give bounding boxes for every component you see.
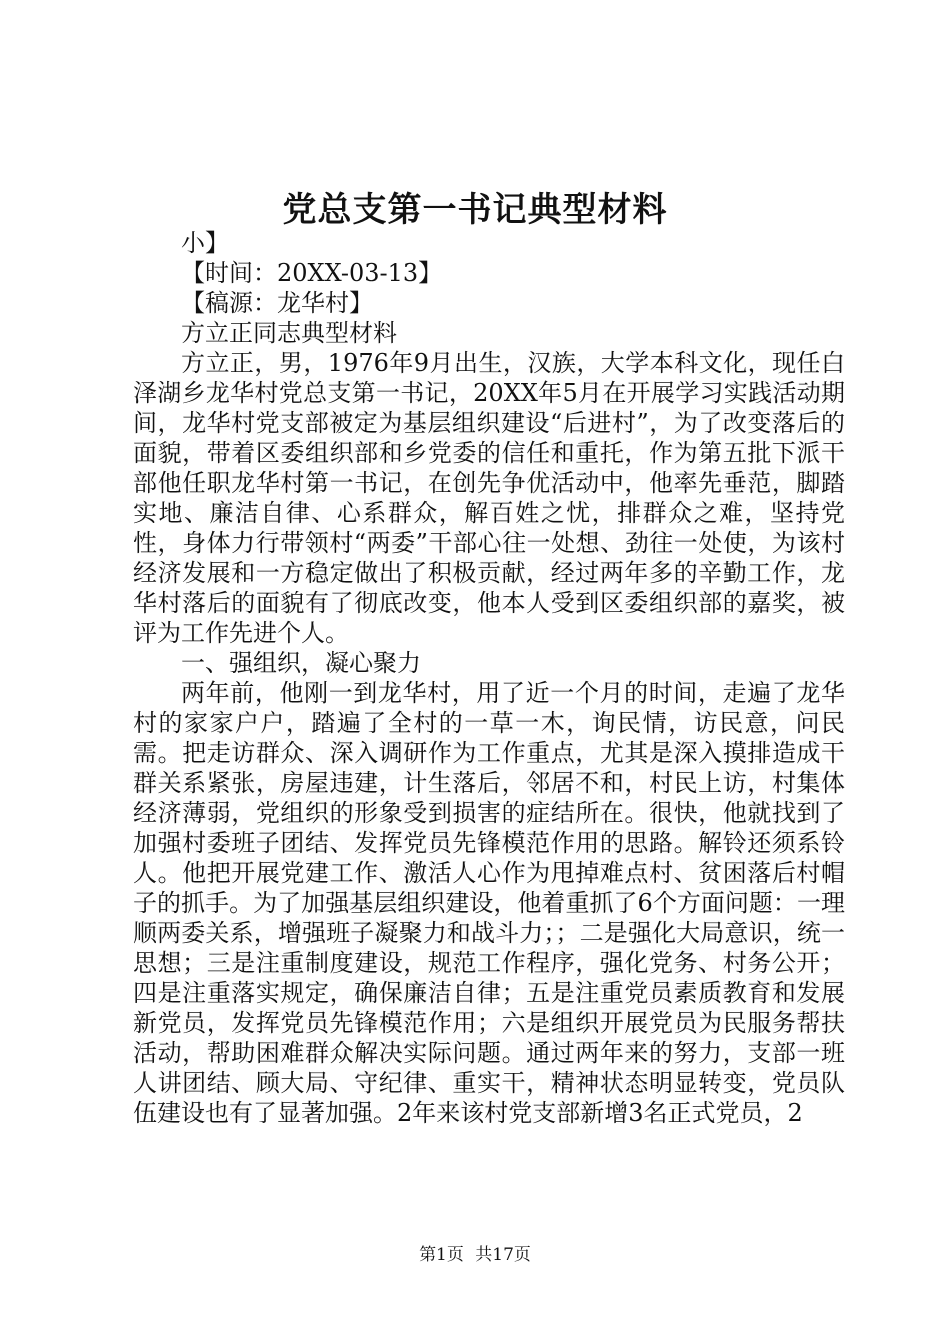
page-total: 共17页: [475, 1245, 531, 1265]
paragraph-section-one: 两年前，他刚一到龙华村，用了近一个月的时间，走遍了龙华村的家家户户，踏遍了全村的一草一木，询民情，访民意，问民需。把走访群众、深入调研作为工作重点，尤其是深入摸排造成干群关系紧张，房屋违建，计生落后，邻居不和，村民上访，村集体经济薄弱，党组织的形象受到损害的症结所在。很快，他就找到了加强村委班子团结、发挥党员先锋模范作用的思路。解铃还须系铃人。他把开展党建工作、激活人心作为甩掉难点村、贫困落后村帽子的抓手。为了加强基层组织建设，他着重抓了6个方面问题：一理顺两委关系，增强班子凝聚力和战斗力；；二是强化大局意识，统一思想；三是注重制度建设，规范工作程序，强化党务、村务公开；四是注重落实规定，确保廉洁自律；五是注重党员素质教育和发展新党员，发挥党员先锋模范作用；六是组织开展党员为民服务帮扶活动，帮助困难群众解决实际问题。通过两年来的努力，支部一班人讲团结、顾大局、守纪律、重实干，精神状态明显转变，党员队伍建设也有了显著加强。2年来该村党支部新增3名正式党员，2: [133, 679, 845, 1127]
paragraph-intro: 方立正，男，1976年9月出生，汉族，大学本科文化，现任白泽湖乡龙华村党总支第一书记，20XX年5月在开展学习实践活动期间，龙华村党支部被定为基层组织建设“后进村”，为了改变落后的面貌，带着区委组织部和乡党委的信任和重托，作为第五批下派干部他任职龙华村第一书记，在创先争优活动中，他率先垂范，脚踏实地、廉洁自律、心系群众，解百姓之忧，排群众之难，坚持党性，身体力行带领村“两委”干部心往一处想、劲往一处使，为该村经济发展和一方稳定做出了积极贡献，经过两年多的辛勤工作，龙华村落后的面貌有了彻底改变，他本人受到区委组织部的嘉奖，被评为工作先进个人。: [133, 349, 845, 647]
document-title: 党总支第一书记典型材料: [282, 190, 668, 230]
section-heading: 一、强组织，凝心聚力: [181, 649, 421, 677]
document-body: [133, 228, 845, 1128]
meta-date: 【时间：20XX-03-13】: [181, 259, 443, 287]
material-subtitle: 方立正同志典型材料: [181, 319, 397, 347]
page-number: 第1页: [419, 1245, 464, 1265]
meta-source: 【稿源：龙华村】: [181, 289, 373, 317]
meta-fragment: 小】: [181, 229, 229, 257]
page-footer: [0, 1243, 950, 1267]
